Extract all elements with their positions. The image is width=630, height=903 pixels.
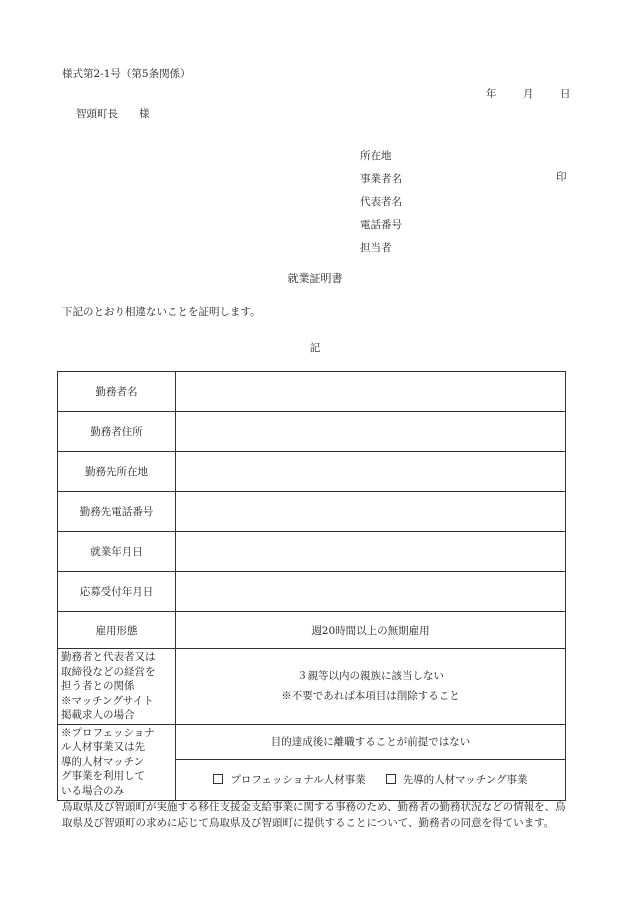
table-row [58, 412, 566, 452]
table-row [58, 492, 566, 532]
row-label: 勤務先電話番号 [58, 492, 176, 532]
label-line: 担う者との関係 [61, 680, 135, 692]
employment-date-field[interactable] [176, 532, 566, 572]
row-label: 雇用形態 [58, 612, 176, 649]
table-row [58, 724, 566, 760]
seal-mark: 印 [556, 171, 567, 183]
worker-name-field[interactable] [176, 372, 566, 412]
sender-phone-label: 電話番号 [360, 219, 402, 231]
intro-text: 下記のとおり相違ないことを証明します。 [62, 306, 261, 318]
checkbox-professional[interactable] [213, 774, 223, 784]
table-row [58, 372, 566, 412]
employment-type-value: 週20時間以上の無期雇用 [176, 612, 566, 649]
relation-label [58, 649, 176, 725]
label-line: 導的人材マッチン [61, 755, 145, 768]
date-year-label: 年 [486, 88, 497, 100]
date-day-label: 日 [560, 88, 571, 100]
form-number: 様式第2-1号（第5条関係） [62, 68, 191, 80]
sender-contact-label: 担当者 [360, 242, 392, 254]
option-label: 先導的人材マッチング事業 [402, 774, 528, 787]
ki-heading: 記 [309, 342, 321, 354]
label-line: ル人材事業又は先 [61, 741, 145, 754]
label-line: ※マッチングサイト [61, 694, 154, 707]
worker-address-field[interactable] [176, 412, 566, 452]
row-label: 勤務先所在地 [58, 452, 176, 492]
addressee: 智頭町長 様 [76, 108, 150, 120]
workplace-phone-field[interactable] [176, 492, 566, 532]
label-line: 掲載求人の場合 [61, 709, 135, 721]
consent-footnote: 鳥取県及び智頭町が実施する移住支援金支給事業に関する事務のため、勤務者の勤務状況などの情報を、鳥取県及び智頭町の求めに応じて鳥取県及び智頭町に提供することについて、勤務者の同意を得ています。 [62, 801, 566, 829]
certificate-table [57, 371, 566, 801]
checkbox-leading-matching[interactable] [386, 774, 396, 784]
option-label: プロフェッショナル人材事業 [230, 774, 366, 787]
label-line: 勤務者と代表者又は [61, 651, 156, 663]
relation-note: ※不要であれば本項目は削除すること [281, 690, 460, 703]
application-date-field[interactable] [176, 572, 566, 612]
row-label: 勤務者名 [58, 372, 176, 412]
document-title: 就業証明書 [287, 272, 343, 285]
relation-statement: ３親等以内の親族に該当しない [297, 670, 444, 683]
option-professional[interactable] [213, 772, 365, 787]
workplace-address-field[interactable] [176, 452, 566, 492]
professional-statement: 目的達成後に離職することが前提ではない [176, 724, 566, 760]
table-row [58, 572, 566, 612]
label-line: いる場合のみ [61, 784, 124, 797]
table-row [58, 612, 566, 649]
label-line: 取締役などの経営を [61, 665, 156, 678]
professional-label [58, 724, 176, 800]
date-month-label: 月 [523, 88, 534, 100]
row-label: 応募受付年月日 [58, 572, 176, 612]
date-line [486, 86, 571, 101]
sender-company-label: 事業者名 [360, 173, 402, 185]
table-row [58, 649, 566, 725]
label-line: グ事業を利用して [61, 770, 145, 783]
relation-value [176, 649, 566, 725]
sender-address-label: 所在地 [360, 150, 392, 162]
table-row [58, 452, 566, 492]
table-row [58, 532, 566, 572]
sender-representative-label: 代表者名 [360, 196, 402, 208]
label-line: ※プロフェッショナ [61, 726, 155, 739]
row-label: 就業年月日 [58, 532, 176, 572]
option-leading-matching[interactable] [386, 772, 528, 787]
program-options [176, 760, 566, 800]
row-label: 勤務者住所 [58, 412, 176, 452]
